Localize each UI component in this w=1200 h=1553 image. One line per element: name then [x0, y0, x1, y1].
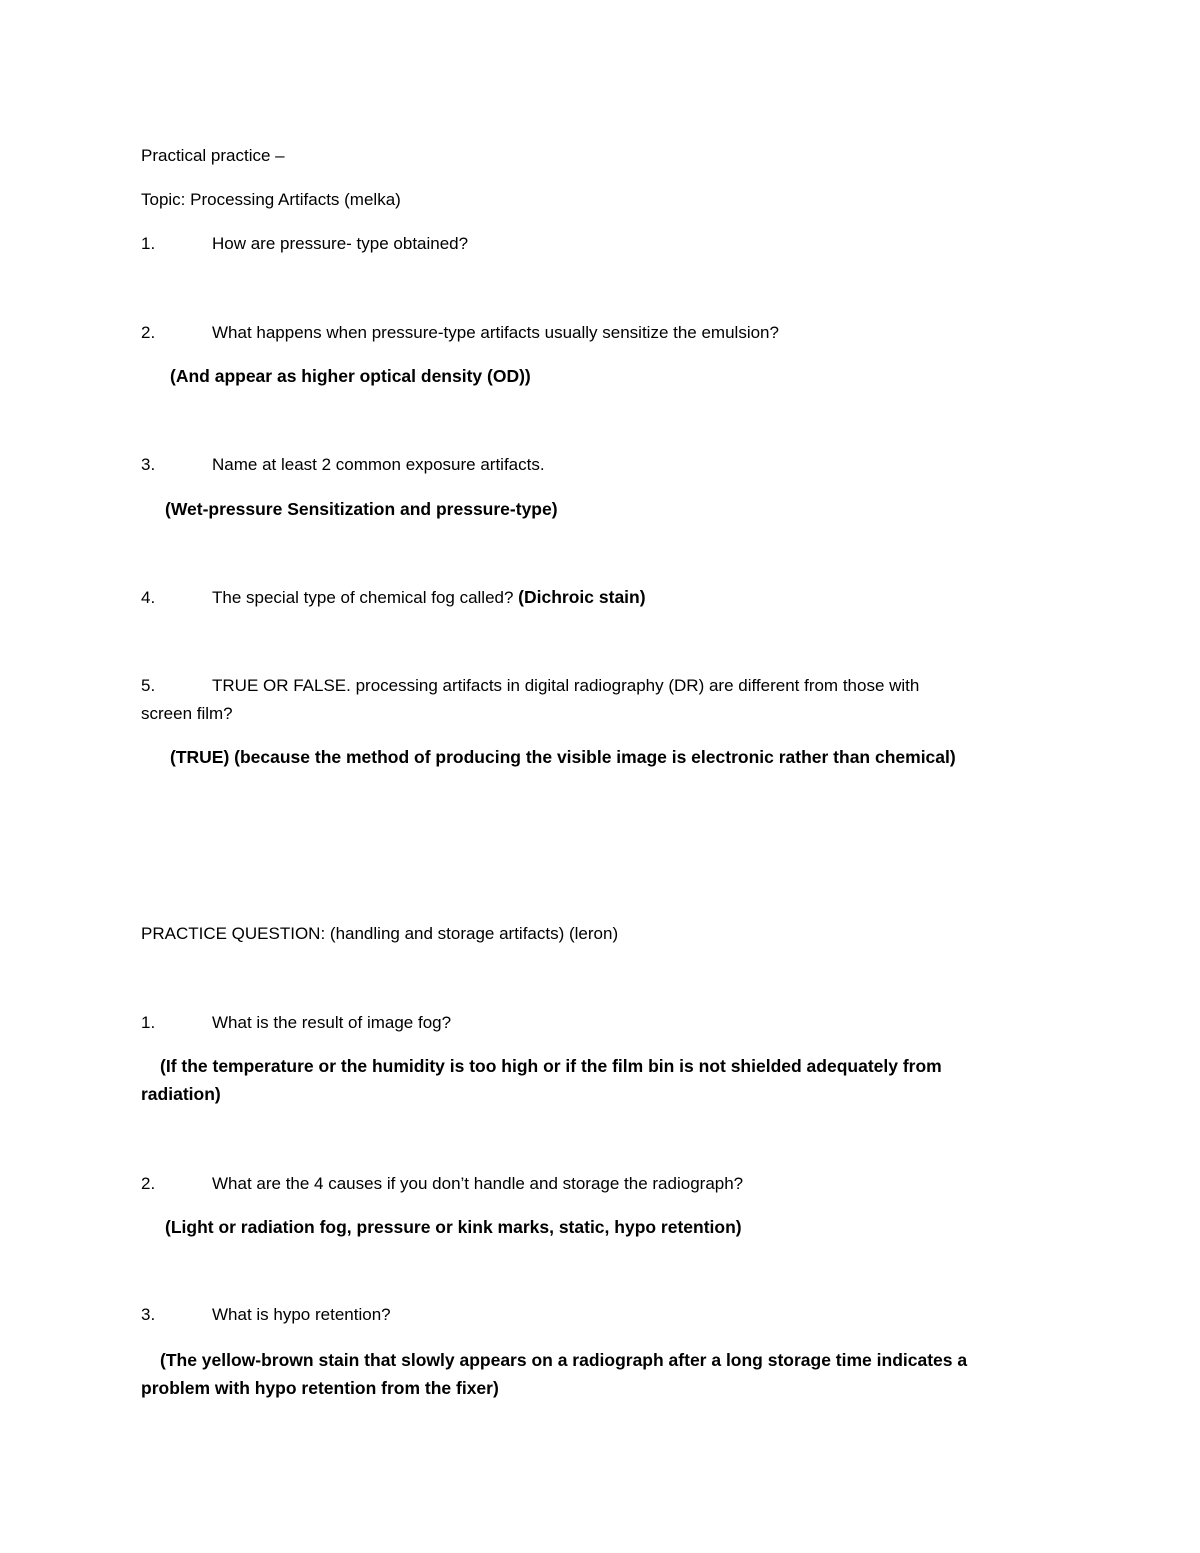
- practice-answer-2: (Light or radiation fog, pressure or kink marks, static, hypo retention): [165, 1217, 742, 1237]
- question-number: 1.: [141, 234, 156, 253]
- question-5-continued: screen film?: [141, 704, 233, 723]
- practice-question-2: [141, 1170, 743, 1198]
- answer-2: (And appear as higher optical density (OD)): [170, 366, 531, 386]
- question-text: What is hypo retention?: [212, 1305, 391, 1324]
- answer-4: (Dichroic stain): [518, 587, 646, 607]
- question-4: [141, 583, 646, 612]
- practice-answer-3-line-1: (The yellow-brown stain that slowly appears on a radiograph after a long storage time indicates a: [160, 1350, 968, 1370]
- question-text: TRUE OR FALSE. processing artifacts in digital radiography (DR) are different from those with: [212, 676, 920, 695]
- question-text: What is the result of image fog?: [212, 1013, 452, 1032]
- question-number: 3.: [141, 1305, 156, 1324]
- question-number: 1.: [141, 1013, 156, 1032]
- question-number: 2.: [141, 323, 156, 342]
- question-text: How are pressure- type obtained?: [212, 234, 469, 253]
- practice-answer-3-line-2: problem with hypo retention from the fixer): [141, 1378, 499, 1398]
- question-text: What happens when pressure-type artifacts usually sensitize the emulsion?: [212, 323, 779, 342]
- document-title: Practical practice –: [141, 146, 285, 165]
- question-1: [141, 230, 468, 258]
- practice-question-3: [141, 1301, 391, 1329]
- question-text: Name at least 2 common exposure artifacts.: [212, 455, 545, 474]
- question-number: 4.: [141, 588, 156, 607]
- question-5: [141, 672, 919, 700]
- section-heading: PRACTICE QUESTION: (handling and storage artifacts) (leron): [141, 924, 619, 943]
- document-topic: Topic: Processing Artifacts (melka): [141, 190, 401, 209]
- question-number: 3.: [141, 455, 156, 474]
- answer-5: (TRUE) (because the method of producing the visible image is electronic rather than chemical): [170, 747, 956, 767]
- question-number: 5.: [141, 676, 156, 695]
- practice-question-1: [141, 1009, 451, 1037]
- practice-answer-1-line-1: (If the temperature or the humidity is too high or if the film bin is not shielded adequately from: [160, 1056, 942, 1076]
- practice-answer-1-line-2: radiation): [141, 1084, 221, 1104]
- question-number: 2.: [141, 1174, 156, 1193]
- question-2: [141, 319, 779, 347]
- question-text: What are the 4 causes if you don’t handle and storage the radiograph?: [212, 1174, 744, 1193]
- question-3: [141, 451, 545, 479]
- question-text: The special type of chemical fog called?: [212, 588, 519, 607]
- answer-3: (Wet-pressure Sensitization and pressure-type): [165, 499, 558, 519]
